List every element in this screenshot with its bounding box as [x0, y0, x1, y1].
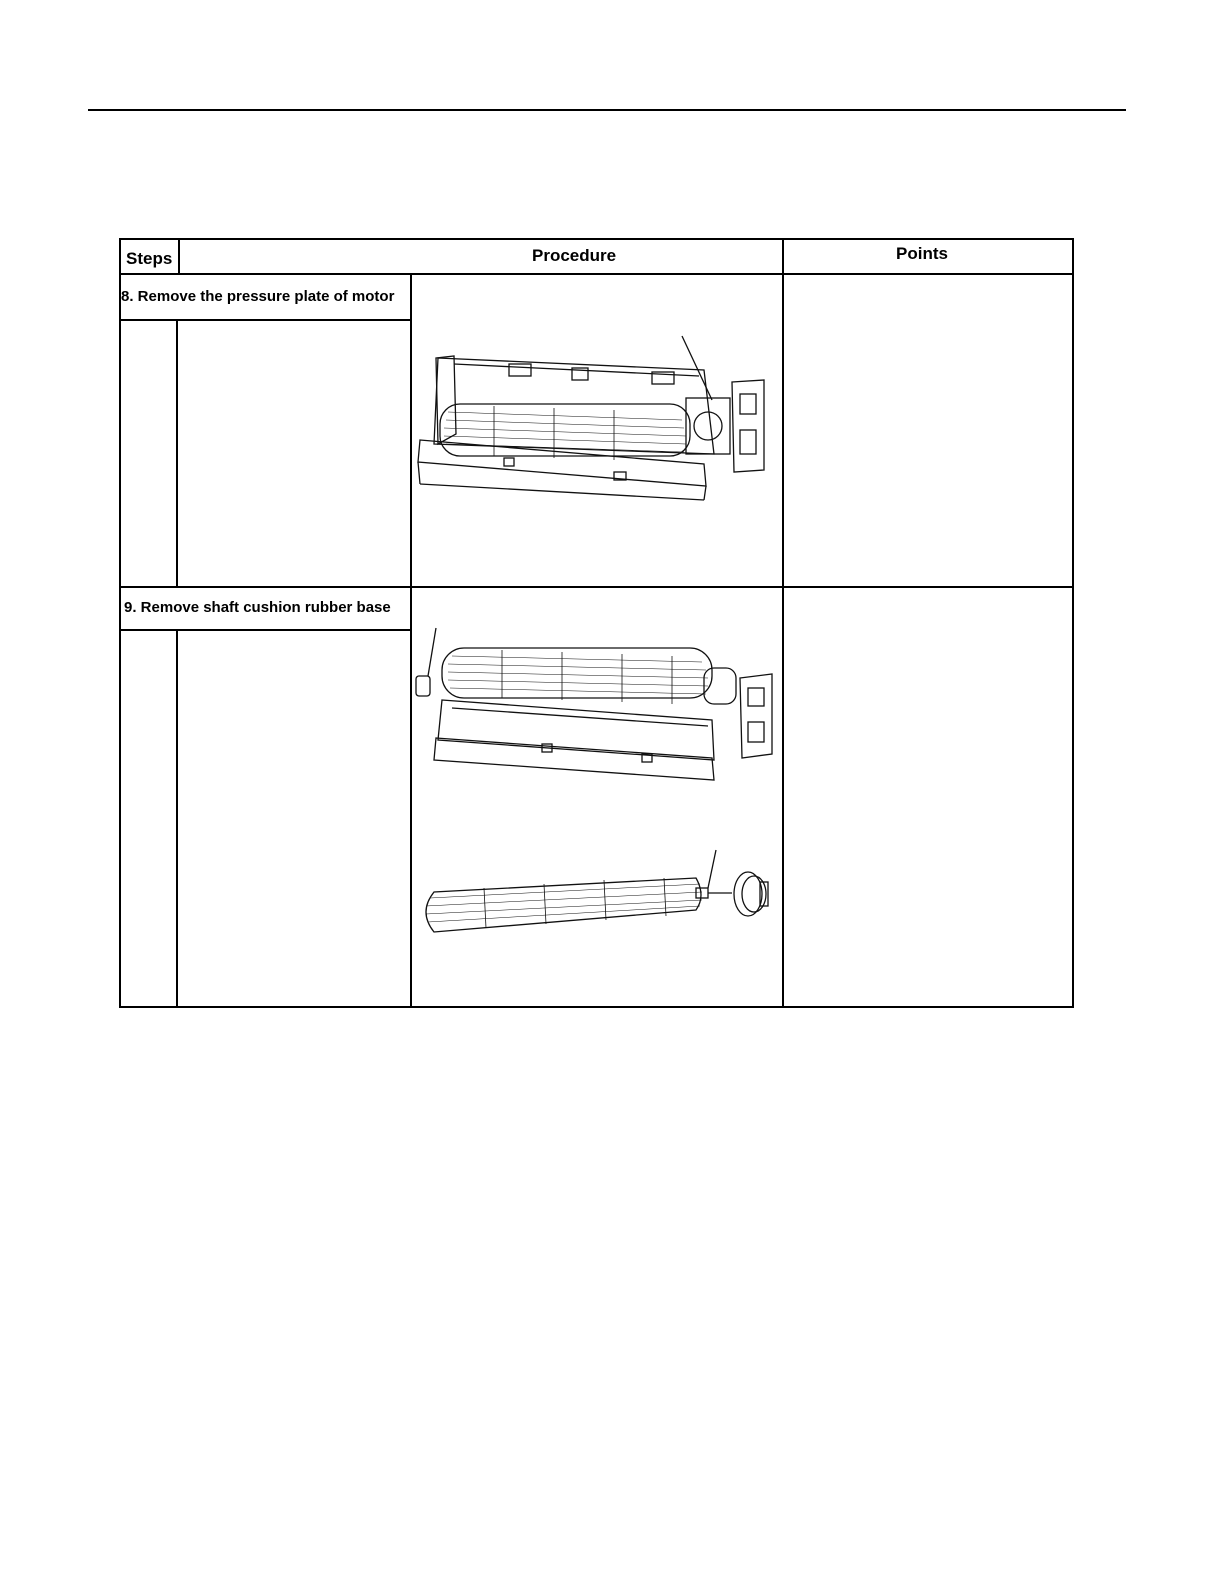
- steps-header: Steps: [126, 249, 173, 268]
- step8-title: 8. Remove the pressure plate of motor: [121, 288, 395, 305]
- step8-title-bottom-border: [119, 319, 411, 321]
- steps-header-divider: [178, 238, 180, 274]
- table-bottom-border: [119, 1006, 1074, 1008]
- step9-title: 9. Remove shaft cushion rubber base: [124, 599, 391, 616]
- step9-sub-divider: [176, 629, 178, 1007]
- table-left-border: [119, 238, 121, 1008]
- table-right-border: [1072, 238, 1074, 1008]
- step8-sub-divider: [176, 319, 178, 587]
- fan-lifted-from-chassis-drawing: [412, 628, 778, 788]
- table-top-border: [119, 238, 1074, 240]
- indoor-unit-chassis-with-fan-drawing: [414, 334, 774, 504]
- step9-title-bottom-border: [119, 629, 411, 631]
- points-left-border: [782, 238, 784, 1008]
- header-bottom-border: [119, 273, 1074, 275]
- cross-flow-fan-and-motor-drawing: [414, 850, 774, 936]
- row-divider: [119, 586, 1074, 588]
- points-header: Points: [896, 244, 948, 263]
- procedure-header: Procedure: [532, 246, 617, 265]
